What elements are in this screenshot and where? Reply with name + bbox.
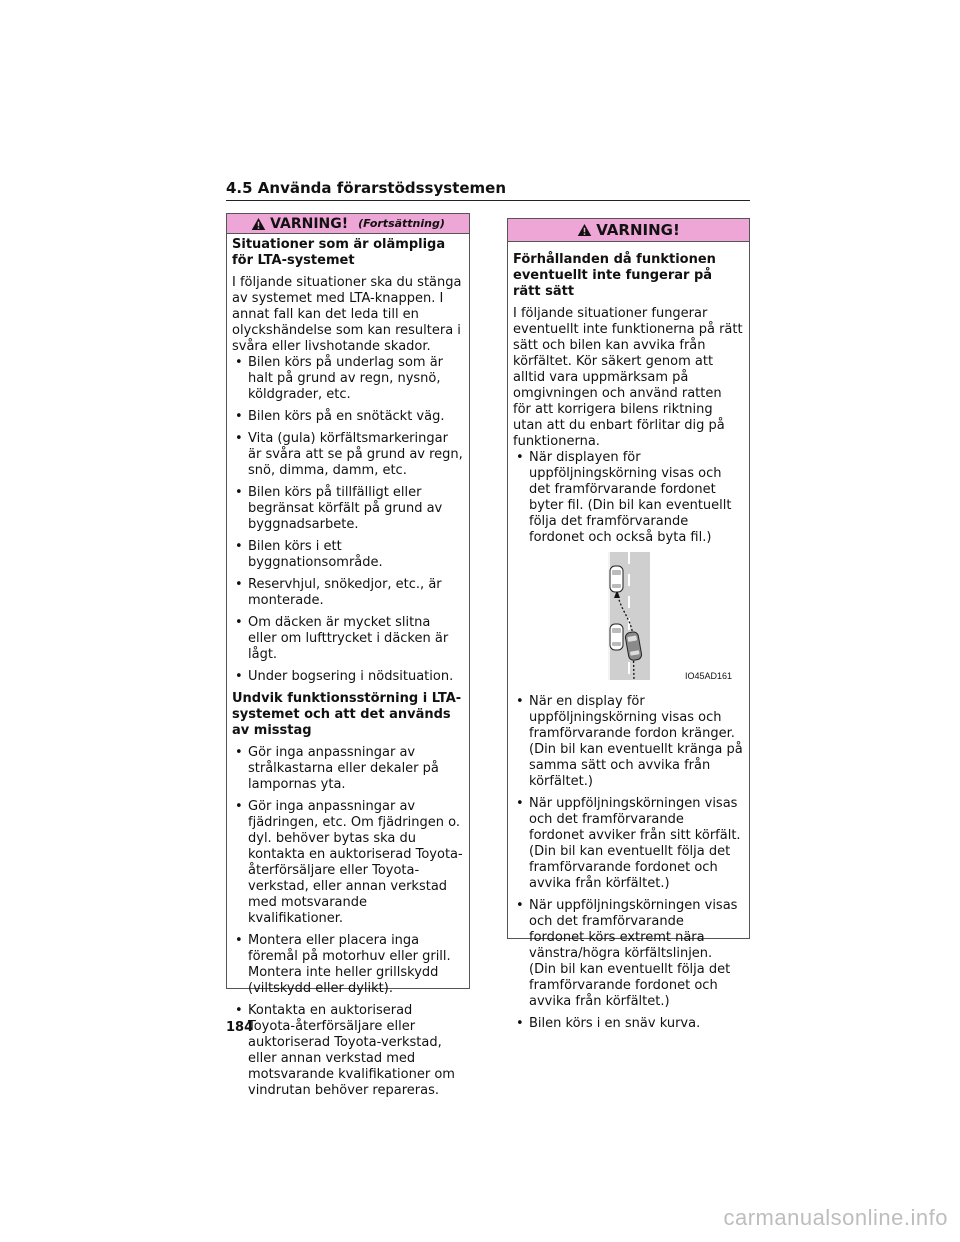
list-item: • Gör inga anpassningar av strålkastarna eller dekaler på lampornas yta. [232,745,463,793]
heading-conditions: Förhållanden då funktionen eventuellt inte fungerar på rätt sätt [513,252,716,299]
list-item: • Bilen körs på underlag som är halt på grund av regn, nysnö, köldgrader, etc. [232,355,463,403]
car-icon-ghost [610,624,623,650]
list-item: • När en display för uppföljningskörning visas och framförvarande fordon kränger. (Din bil kan eventuellt kränga på samma sätt och avvika från körfältet.) [513,694,743,790]
continued-label: (Fortsättning) [358,216,445,230]
warning-triangle-icon [577,223,592,237]
list-item: • Om däcken är mycket slitna eller om lufttrycket i däcken är lågt. [232,615,463,663]
warning-title-bar [227,214,469,234]
section-header: 4.5 Använda förarstödssystemen [226,178,750,201]
paragraph-conditions: I följande situationer fungerar eventuellt inte funktionerna på rätt sätt och bilen kan avvika från körfältet. Kör säkert genom att alltid vara uppmärksam på omgivningen och använd ratten för att korrigera bilens riktning utan att du enbart förlitar dig på funktionerna. [513,306,743,449]
heading-unsuitable-situations: Situationer som är olämpliga för LTA-systemet [232,237,446,268]
list-item: • Bilen körs i en snäv kurva. [513,1016,743,1032]
list-avoid-malfunction [232,745,463,1099]
list-item: • När uppföljningskörningen visas och det framförvarande fordonet körs extremt nära vänstra/högra körfältslinjen. (Din bil kan eventuellt följa det framförvarande fordonet och avvika från körfältet.) [513,898,743,1010]
list-item: • När uppföljningskörningen visas och det framförvarande fordonet avviker från sitt körfält. (Din bil kan eventuellt följa det framförvarande fordonet och avvika från körfältet.) [513,796,743,892]
list-item: • Reservhjul, snökedjor, etc., är monterade. [232,577,463,609]
warning-title-bar [508,219,749,242]
page-number: 184 [226,1020,254,1035]
warning-content [508,242,749,1042]
list-item: • Vita (gula) körfältsmarkeringar är svåra att se på grund av regn, snö, dimma, damm, etc. [232,431,463,479]
figure-code: IO45AD161 [685,671,733,681]
list-conditions-a [513,450,743,546]
car-icon-own [625,631,643,661]
watermark-link[interactable]: carmanualsonline.info [723,1205,948,1230]
warning-label: VARNING! [596,221,680,239]
list-item: • Gör inga anpassningar av fjädringen, etc. Om fjädringen o. dyl. behöver bytas ska du kontakta en auktoriserad Toyota-återförsäljare eller Toyota-verkstad, eller annan verkstad med motsvarande kvalifikationer. [232,799,463,927]
paragraph-unsuitable: I följande situationer ska du stänga av systemet med LTA-knappen. I annat fall kan det leda till en olyckshändelse som kan resultera i svåra eller livshotande skador. [232,275,462,354]
list-item: • Bilen körs på tillfälligt eller begränsat körfält på grund av byggnadsarbete. [232,485,463,533]
vehicles-illustration [513,552,745,682]
car-icon-front [610,566,623,592]
list-item: • Bilen körs på en snötäckt väg. [232,409,463,425]
warning-triangle-icon [251,217,266,231]
list-conditions-b [513,694,743,1032]
list-unsuitable-situations [232,355,463,685]
list-item: • Kontakta en auktoriserad Toyota-återförsäljare eller auktoriserad Toyota-verkstad, eller annan verkstad med motsvarande kvalifikationer om vindrutan behöver repareras. [232,1003,463,1099]
list-item: • Montera eller placera inga föremål på motorhuv eller grill. Montera inte heller grillskydd (viltskydd eller dylikt). [232,933,463,997]
warning-box [507,218,750,1031]
warning-content [227,234,469,1109]
lane-change-figure [513,552,743,682]
list-item: • Under bogsering i nödsituation. [232,669,463,685]
warning-label: VARNING! [270,215,349,232]
list-item: • Bilen körs i ett byggnationsområde. [232,539,463,571]
list-item: • När displayen för uppföljningskörning visas och det framförvarande fordonet byter fil. (Din bil kan eventuellt följa det framförvarande fordonet och också byta fil.) [513,450,743,546]
heading-avoid-malfunction: Undvik funktionsstörning i LTA-systemet och att det används av misstag [232,691,462,738]
